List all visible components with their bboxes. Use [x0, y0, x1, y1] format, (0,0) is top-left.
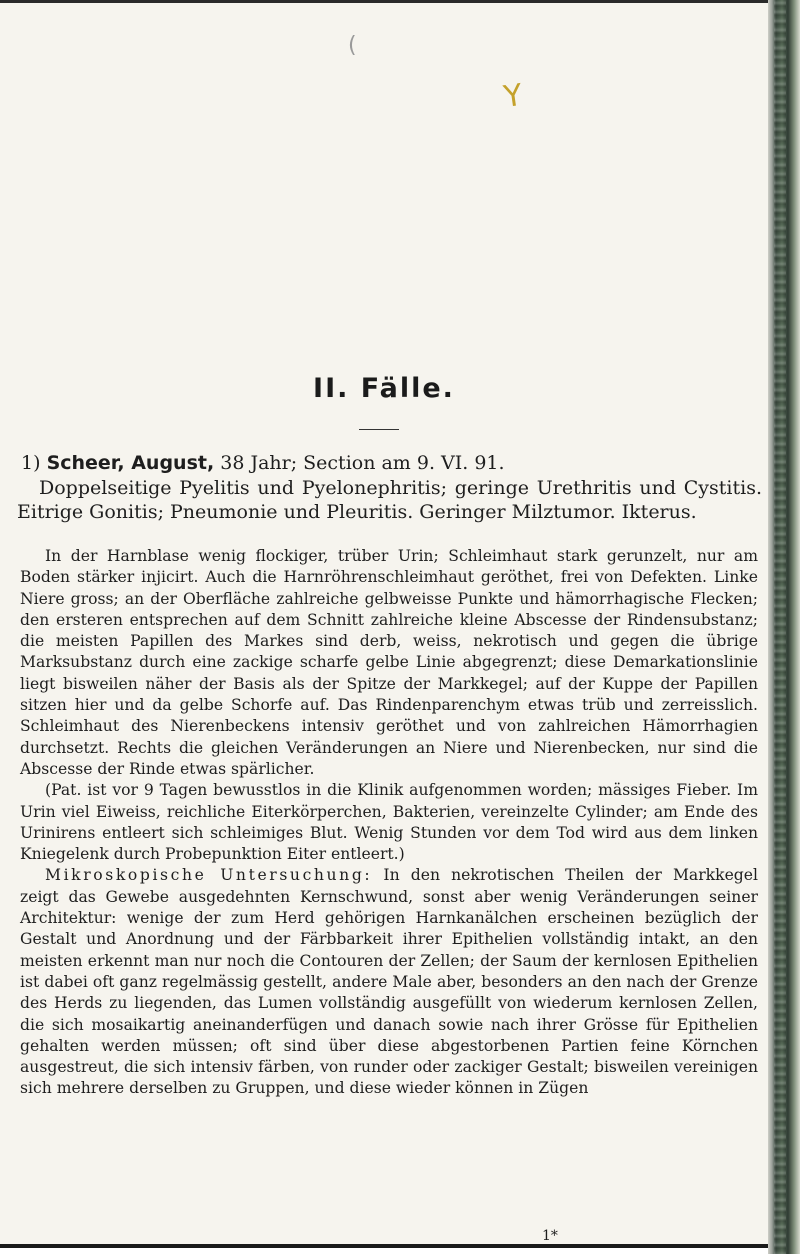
paragraph-findings: In der Harnblase wenig flockiger, trüber Urin; Schleimhaut stark gerunzelt, nur am Boden stärker injicirt. Auch die Harnröhrenschleimhaut geröthet, frei von Defekten. Linke Niere gross; an der Oberfläche zahlreiche gelbweisse Punkte und hämorrhagische Flecken; den ersteren entsprechen auf dem Schnitt zahlreiche kleine Abscesse der Rindensubstanz; die meisten Papillen des Markes sind derb, weiss, nekrotisch und gegen die übrige Marksubstanz durch eine zackige scharfe gelbe Linie abgegrenzt; diese Demarkationslinie liegt bisweilen näher der Basis als der Spitze der Markkegel; auf der Kuppe der Papillen sitzen hier und da gelbe Schorfe auf. Das Rindenparenchym etwas trüb und zerreisslich. Schleimhaut des Nierenbeckens intensiv geröthet und von zahlreichen Hämorrhagien durchsetzt. Rechts die gleichen Veränderungen an Niere und Nierenbecken, nur sind die Abscesse der Rinde etwas spärlicher.	[20, 547, 758, 778]
section-heading: II. Fälle.	[313, 373, 455, 404]
heading-rule	[359, 429, 399, 430]
case-diagnosis: Doppelseitige Pyelitis und Pyelonephritis; geringe Urethritis und Cystitis. Eitrige Gonitis; Pneumonie und Pleuritis. Geringer Milztumor. Ikterus.	[17, 476, 762, 523]
microscopy-text: In den nekrotischen Theilen der Markkegel zeigt das Gewebe ausgedehnten Kernschwund, sonst aber wenig Veränderungen seiner Architektur: wenige der zum Herd gehörigen Harnkanälchen erscheinen bezüglich der Gestalt und Anordnung und der Färbbarkeit ihrer Epithelien vollständig intakt, an den meisten erkennt man nur noch die Contouren der Zellen; der Saum der kernlosen Epithelien ist dabei oft ganz regelmässig gestellt, andere Male aber, besonders an den nach der Grenze des Herds zu liegenden, das Lumen vollständig ausgefüllt von wiederum kernlosen Zellen, die sich mosaikartig aneinanderfügen und danach sowie nach ihrer Grösse für Epithelien gehalten werden müssen; oft sind über diese abgestorbenen Partien feine Körnchen ausgestreut, die sich intensiv färben, von runder oder zackiger Gestalt; bisweilen vereinigen sich mehrere derselben zu Gruppen, und diese wieder können in Zügen	[20, 866, 759, 1098]
case-header	[17, 451, 762, 525]
case-title-line	[21, 451, 762, 476]
microscopy-lead: Mikroskopische Untersuchung:	[45, 866, 373, 885]
signature-mark: 1*	[542, 1228, 558, 1244]
pencil-mark: (	[348, 33, 357, 58]
paragraph-clinical-note: (Pat. ist vor 9 Tagen bewusstlos in die Klinik aufgenommen worden; mässiges Fieber. Im Urin viel Eiweiss, reichliche Eiterkörperchen, Bakterien, vereinzelte Cylinder; am Ende des Urinirens entleert sich schleimiges Blut. Wenig Stunden vor dem Tod wird aus dem linken Kniegelenk durch Probepunktion Eiter entleert.)	[20, 781, 758, 864]
book-binding-edge	[768, 0, 800, 1254]
case-number: 1)	[21, 452, 41, 474]
case-info: 38 Jahr; Section am 9. VI. 91.	[220, 452, 505, 474]
paragraph-microscopy	[20, 865, 758, 1099]
patient-name: Scheer, August,	[46, 452, 215, 474]
handwritten-check-mark: Y	[501, 77, 525, 116]
case-body	[20, 546, 758, 1100]
